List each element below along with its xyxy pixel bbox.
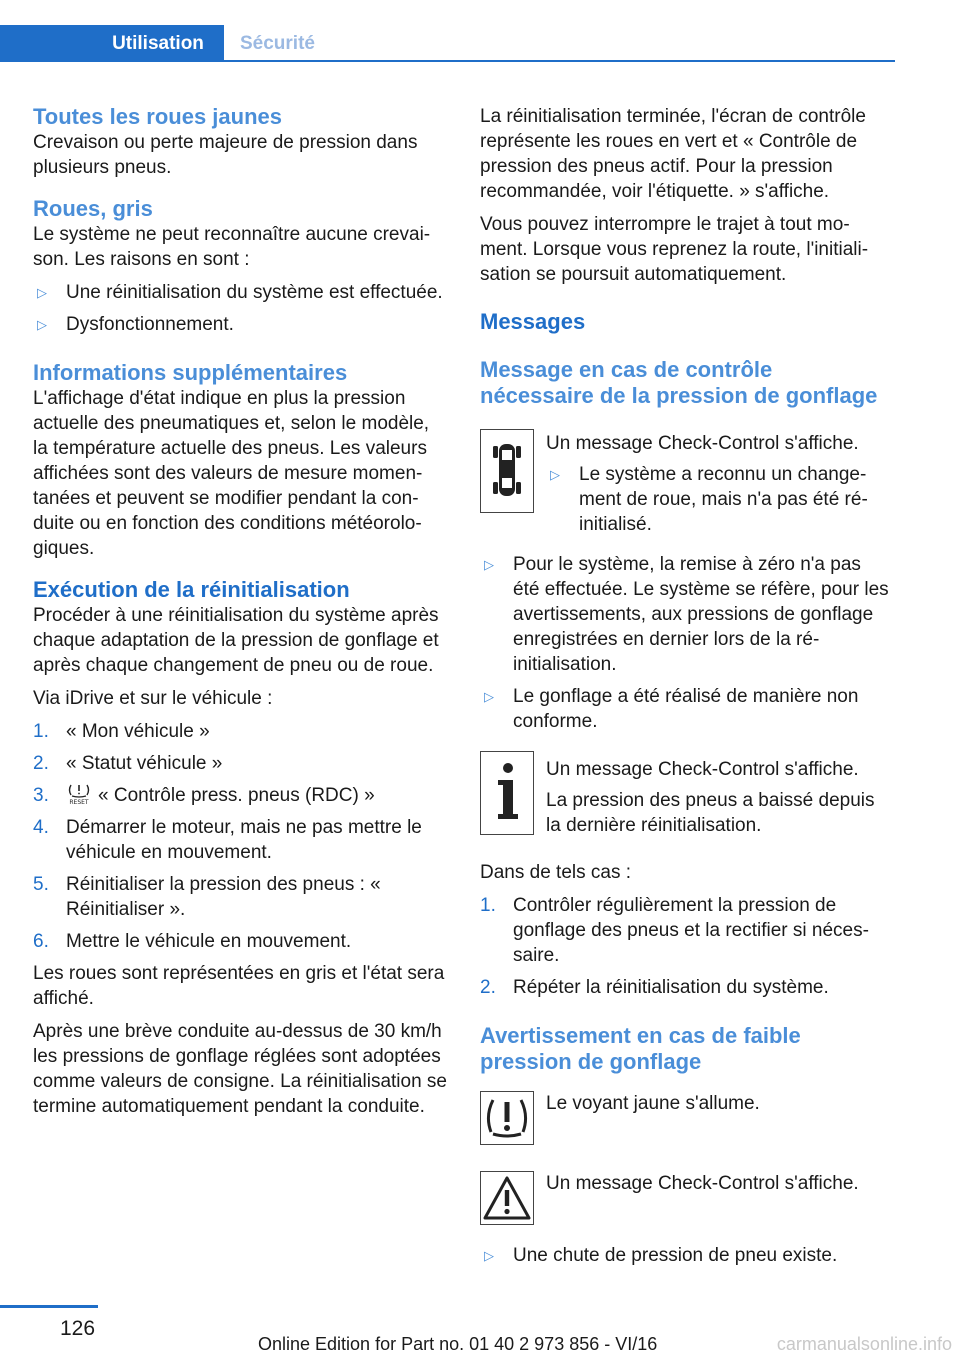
svg-text:RESET: RESET — [69, 799, 89, 805]
list-item: 1. Contrôler régulièrement la pression de gonflage des pneus et la rectifier si nécessaire. — [480, 895, 869, 966]
list-item: ▷ Pour le système, la remise à zéro n'a pas été effectuée. Le système se réfère, pour les avertissements, aux pressions de gonflage enregistrées en dernier lors de la réinitialisation. — [484, 554, 889, 675]
triangle-bullet-icon: ▷ — [37, 285, 47, 300]
text-info-pressure-drop: La pression des pneus a baissé depuis la dernière réinitialisation. — [546, 790, 875, 836]
list-item: 1. « Mon véhicule » — [33, 721, 210, 742]
tire-status-car-icon — [480, 429, 534, 513]
page-number: 126 — [60, 1317, 96, 1340]
check-sub-list — [546, 462, 890, 537]
heading-reset: Exécution de la réinitialisation — [33, 577, 350, 602]
text-reset: Procéder à une réinitialisation du système après chaque adaptation de la pression de gonflage et après chaque changement de pneu ou de roue. — [33, 605, 439, 676]
text-interrupt: Vous pouvez interrompre le trajet à tout moment. Lorsque vous reprenez la route, l'initialisation se poursuit automatiquement. — [480, 214, 869, 285]
heading-additional-info: Informations supplémentaires — [33, 360, 348, 385]
watermark: carmanualsonline.info — [776, 1334, 952, 1354]
edition-info: Online Edition for Part no. 01 40 2 973 856 - VI/16 — [258, 1334, 658, 1354]
tab-securite[interactable]: Sécurité — [240, 33, 315, 54]
list-item: 4. Démarrer le moteur, mais ne pas mettre le véhicule en mouvement. — [33, 817, 422, 863]
list-item: 3. RESET « Contrôle press. pneus (RDC) » — [33, 785, 375, 806]
reset-steps — [33, 719, 448, 954]
heading-grey-wheels: Roues, gris — [33, 196, 153, 221]
heading-yellow-wheels: Toutes les roues jaunes — [33, 104, 283, 129]
list-item: ▷ Une réinitialisation du système est effectuée. — [37, 282, 443, 303]
list-item: 6. Mettre le véhicule en mouvement. — [33, 931, 352, 952]
warning-triangle-icon — [480, 1171, 534, 1225]
text-via-idrive: Via iDrive et sur le véhicule : — [33, 688, 273, 709]
warning-cc-block — [480, 1171, 890, 1243]
heading-messages: Messages — [480, 309, 586, 334]
text-grey-wheels: Le système ne peut reconnaître aucune crevaison. Les raisons en sont : — [33, 224, 431, 270]
text-after-drive: Après une brève conduite au-dessus de 30 km/h les pressions de gonflage réglées sont adoptées comme valeurs de consigne. La réinitialisation se termine automatiquement pendant la conduite. — [33, 1021, 447, 1117]
warning-list — [480, 1243, 890, 1268]
left-column — [33, 104, 448, 1119]
triangle-bullet-icon: ▷ — [484, 689, 494, 704]
list-item: ▷ Le système a reconnu un changement de roue, mais n'a pas été réinitialisé. — [550, 464, 868, 535]
list-item: ▷ Une chute de pression de pneu existe. — [484, 1245, 838, 1266]
check-reasons-list — [480, 552, 890, 734]
info-icon — [480, 751, 534, 835]
text-reset-done: La réinitialisation terminée, l'écran de contrôle représente les roues en vert et « Contrôle de pression des pneus actif. Pour la pression recommandée, voir l'étiquette. » s'affiche. — [480, 106, 866, 202]
info-message-block — [480, 757, 890, 838]
grey-reasons-list — [33, 280, 448, 337]
list-item: 5. Réinitialiser la pression des pneus : « Réinitialiser ». — [33, 874, 381, 920]
heading-low-pressure-warning: Avertissement en cas de faible pression de gonflage — [480, 1023, 801, 1074]
tire-pressure-warning-icon — [480, 1091, 534, 1145]
text-info-cc: Un message Check-Control s'affiche. — [546, 759, 859, 780]
list-item: 2. « Statut véhicule » — [33, 753, 223, 774]
list-item: ▷ Le gonflage a été réalisé de manière non conforme. — [484, 686, 859, 732]
text-warn-light: Le voyant jaune s'allume. — [546, 1093, 760, 1114]
triangle-bullet-icon: ▷ — [550, 467, 560, 482]
text-grey-wheels-status: Les roues sont représentées en gris et l'état sera affiché. — [33, 963, 445, 1009]
warning-light-block — [480, 1091, 890, 1163]
triangle-bullet-icon: ▷ — [484, 557, 494, 572]
text-cc-message: Un message Check-Control s'affiche. — [546, 433, 859, 454]
text-in-such-cases: Dans de tels cas : — [480, 862, 632, 883]
tab-utilisation[interactable]: Utilisation — [0, 25, 224, 62]
footer-rule — [0, 1305, 98, 1308]
header-rule — [0, 60, 895, 62]
list-item: 2. Répéter la réinitialisation du système. — [480, 977, 829, 998]
triangle-bullet-icon: ▷ — [37, 317, 47, 332]
text-warn-cc: Un message Check-Control s'affiche. — [546, 1173, 859, 1194]
tire-reset-icon — [66, 783, 92, 805]
text-additional-info: L'affichage d'état indique en plus la pression actuelle des pneumatiques et, selon le modèle, la température actuelle des pneus. Les valeurs affichées sont des valeurs de mesure momentanées et peuvent se modifier pendant la conduite ou en fonction des conditions météorologiques. — [33, 388, 430, 559]
list-item: ▷ Dysfonctionnement. — [37, 314, 234, 335]
text-yellow-wheels: Crevaison ou perte majeure de pression dans plusieurs pneus. — [33, 132, 418, 178]
check-message-block — [480, 431, 890, 537]
right-column — [480, 104, 890, 1275]
cases-list — [480, 893, 890, 1000]
heading-check-pressure: Message en cas de contrôle nécessaire de la pression de gonflage — [480, 357, 878, 408]
triangle-bullet-icon: ▷ — [484, 1248, 494, 1263]
